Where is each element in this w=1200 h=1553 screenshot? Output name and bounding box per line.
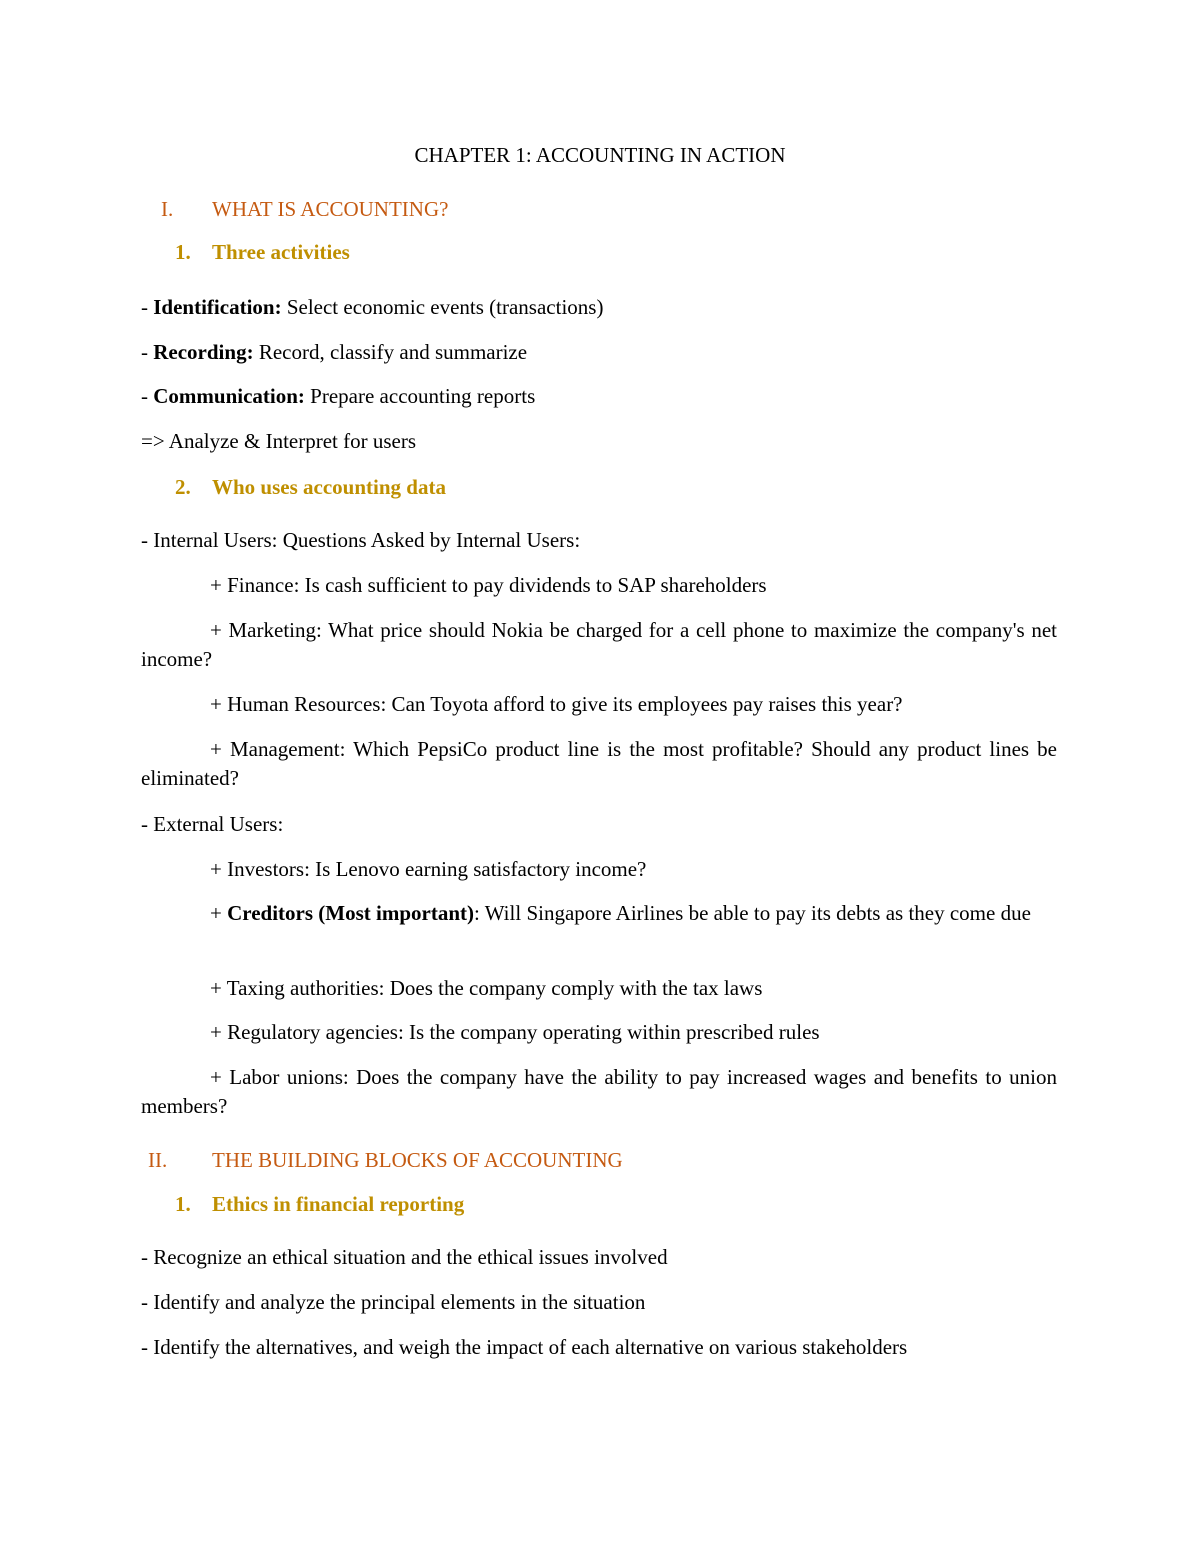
ethics-step-recognize: - Recognize an ethical situation and the ethical issues involved bbox=[141, 1245, 668, 1269]
bullet-dash: - bbox=[141, 295, 154, 319]
subsection-1-2-title: Who uses accounting data bbox=[212, 475, 446, 499]
bullet-dash: - bbox=[141, 340, 154, 364]
bullet-dash: - bbox=[141, 384, 154, 408]
section-1-number: I. bbox=[161, 197, 174, 221]
ethics-step-alternatives: - Identify the alternatives, and weigh the impact of each alternative on various stakeholders bbox=[141, 1335, 908, 1359]
activity-identification bbox=[141, 293, 603, 322]
external-user-labor-unions: + Labor unions: Does the company have the ability to pay increased wages and benefits to union members? bbox=[141, 1065, 1057, 1118]
internal-user-management: + Management: Which PepsiCo product line is the most profitable? Should any product lines be eliminated? bbox=[141, 737, 1057, 790]
activity-text: Prepare accounting reports bbox=[304, 384, 536, 408]
activity-communication bbox=[141, 382, 535, 411]
creditors-text: : Will Singapore Airlines be able to pay its debts as they come due bbox=[474, 901, 1031, 925]
section-2-number: II. bbox=[148, 1148, 168, 1172]
ethics-step-analyze: - Identify and analyze the principal elements in the situation bbox=[141, 1290, 646, 1314]
section-1-title: WHAT IS ACCOUNTING? bbox=[212, 197, 449, 221]
external-user-creditors bbox=[141, 899, 1057, 928]
internal-user-human-resources: + Human Resources: Can Toyota afford to give its employees pay raises this year? bbox=[210, 692, 903, 716]
activity-text: Record, classify and summarize bbox=[253, 340, 528, 364]
internal-user-marketing: + Marketing: What price should Nokia be charged for a cell phone to maximize the company's net income? bbox=[141, 618, 1057, 671]
activities-conclusion: => Analyze & Interpret for users bbox=[141, 429, 417, 453]
external-user-regulatory-agencies: + Regulatory agencies: Is the company operating within prescribed rules bbox=[210, 1020, 820, 1044]
activity-recording bbox=[141, 338, 527, 367]
subsection-1-1-title: Three activities bbox=[212, 240, 350, 264]
subsection-2-1-title: Ethics in financial reporting bbox=[212, 1192, 465, 1216]
page-title: CHAPTER 1: ACCOUNTING IN ACTION bbox=[414, 143, 786, 167]
external-user-investors: + Investors: Is Lenovo earning satisfactory income? bbox=[210, 857, 647, 881]
external-users-label: - External Users: bbox=[141, 812, 284, 836]
activity-text: Select economic events (transactions) bbox=[281, 295, 604, 319]
external-user-taxing-authorities: + Taxing authorities: Does the company comply with the tax laws bbox=[210, 976, 763, 1000]
section-2-title: THE BUILDING BLOCKS OF ACCOUNTING bbox=[212, 1148, 623, 1172]
bullet-plus: + bbox=[210, 901, 228, 925]
internal-user-finance: + Finance: Is cash sufficient to pay dividends to SAP shareholders bbox=[210, 573, 767, 597]
term-communication: Communication: bbox=[153, 384, 305, 408]
subsection-2-1-number: 1. bbox=[175, 1192, 191, 1216]
term-creditors: Creditors (Most important) bbox=[227, 901, 474, 925]
term-identification: Identification: bbox=[153, 295, 282, 319]
subsection-1-2-number: 2. bbox=[175, 475, 191, 499]
internal-users-label: - Internal Users: Questions Asked by Internal Users: bbox=[141, 528, 581, 552]
term-recording: Recording: bbox=[153, 340, 254, 364]
subsection-1-1-number: 1. bbox=[175, 240, 191, 264]
